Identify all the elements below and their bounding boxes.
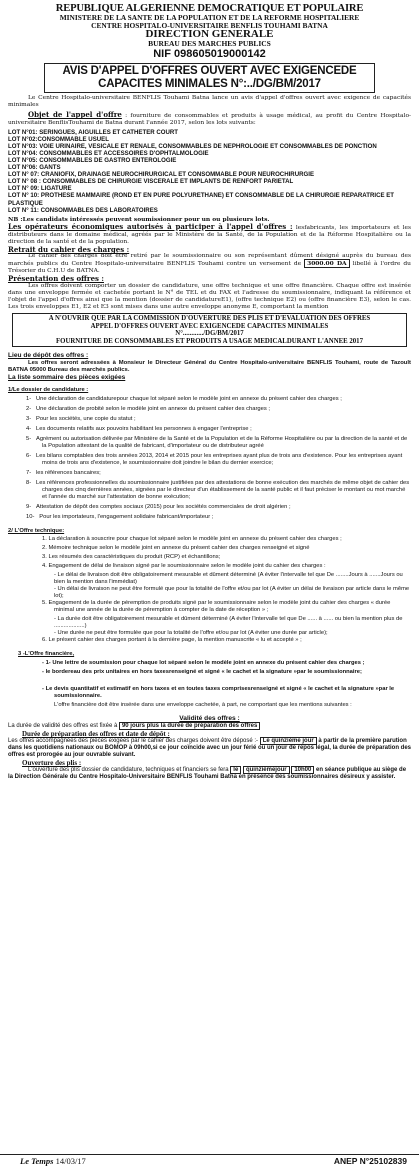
list-item <box>26 470 411 477</box>
list-item <box>42 637 411 644</box>
presentation-label: Présentation des offres : <box>8 274 104 284</box>
hospital-heading: CENTRE HOSPITALO-UNIVERSITAIRE BENFLIS TOUHAMI BATNA <box>91 20 328 30</box>
ministry-heading: MINISTERE DE LA SANTE DE LA POPULATION ET DE LA REFORME HOSPITALIERE <box>59 13 360 22</box>
retrait-paragraph <box>8 253 411 275</box>
duree-text2: à partir de la première parution dans les quotidiens nationaux ou BOMOP à 09h00,si ce jour coïncide avec un jour férié ou un jour de repos légal, la durée de préparation des offres est prorogée au jour ouvrable suivant. <box>8 738 411 759</box>
item-text: Pour les importateurs, l'engagement solidaire fabricant/importateur ; <box>39 514 214 521</box>
list-item <box>26 453 411 467</box>
item-text: Engagement de délai de livraison signé par le soumissionnaire selon le modèle joint du cahier des charges : <box>48 563 326 570</box>
item-number: 2- <box>26 406 32 413</box>
footer-source <box>20 1156 86 1166</box>
presentation-paragraph: Les offres doivent comporter un dossier de candidature, une offre technique et une offre financière. Chaque offre est insérée dans une enveloppe fermée et cachetée portant le N° de TEL et du FAX et l'adresse du soumissionnaire, indiquant la référence et l'objet de l'appel d'offres ainsi que la mention (dossier de candidatureE1), (offre technique E2) ou (offre financière E3), selon le cas. Les trois enveloppes E1, E2 et E3 sont mises dans une autre enveloppe anonyme E, comportant la mention <box>8 282 411 310</box>
duree-paragraph <box>8 738 411 759</box>
operateurs-label: Les opérateurs économiques autorisés à participer à l'appel d'offres : <box>8 221 293 231</box>
item-number: - <box>42 686 44 693</box>
list-item <box>42 536 411 543</box>
lieu-label: Lieu de dépôt des offres : <box>8 352 89 360</box>
duree-day-box: Le quinzième jour <box>260 737 317 745</box>
item-number: - <box>42 669 44 676</box>
nb-note: NB :Les candidats intéressés peuvent soumissionner pour un ou plusieurs lots. <box>8 215 270 223</box>
item-text: Une déclaration de candidaturepour chaque lot séparé selon le modèle joint en annexe du présent cahier des charges ; <box>36 396 342 403</box>
retrait-amount: 3000.00 DA <box>304 259 350 268</box>
item-text: Les résumés des caractéristiques du produit (RCP) et échantillons; <box>48 554 221 561</box>
item-text: Mémoire technique selon le modèle joint en annexe du présent cahier des charges renseigné et signé <box>48 545 310 552</box>
dossier-label: 1/Le dossier de candidature : <box>8 387 89 394</box>
list-item <box>42 669 411 676</box>
frame-line3: N°............/DG/BM/2017 <box>175 330 244 338</box>
item-text: Engagement de la durée de péremption de produits signé par le soumissionnaire selon le modèle joint du cahier des charges « durée minimal une année de la durée de péremption à compter de la date de réception » ; <box>48 600 391 614</box>
validite-duration-box: 90 jours plus la durée de préparation des offres <box>119 722 260 730</box>
item-number: 3. <box>42 554 47 561</box>
validite-label: Validité des offres : <box>179 715 240 723</box>
financiere-list <box>8 660 411 709</box>
item-text: le bordereau des prix unitaires en hors taxesrenseigné et signé « le cachet et la signature »par le soumissionnaire; <box>45 669 362 676</box>
item-text: Une déclaration de probité selon le modèle joint en annexe du présent cahier des charges ; <box>36 406 270 413</box>
operateurs-paragraph <box>8 223 411 246</box>
list-item <box>26 396 411 403</box>
item-number: 6- <box>26 453 32 460</box>
item-number: 1. <box>42 536 47 543</box>
lot-item: LOT N° 08 : CONSOMMABLES DE CHIRURGIE VISCERALE ET IMPLANTS DE RENFORT PARIETAL <box>8 178 294 186</box>
item-number: 7- <box>26 470 32 477</box>
item-number: 1- <box>26 396 32 403</box>
item-number: 6. <box>42 637 47 644</box>
notice-title-box <box>44 63 375 93</box>
list-item <box>26 436 411 450</box>
item-number: 10- <box>26 514 35 521</box>
ouverture-day-box: quinzièmejour <box>243 766 290 774</box>
frame-line1: A N'OUVRIR QUE PAR LA COMMISSION D'OUVERTURE DES PLIS ET D'EVALUATION DES OFFRES <box>48 314 371 322</box>
intro-paragraph: Le Centre Hospitalo-universitaire BENFLIS Touhami Batna lance un avis d'appel d'offres ouvert avec exigence de capacités minimales <box>8 95 411 109</box>
list-item <box>42 563 411 570</box>
retrait-text1: Le cahier des charges doit être retiré par le soumissionnaire ou son représentant dûment désigné auprès du bureau des marchés publics du Centre Hospitalo-universitaire BENFLIS Touhami contre un versement de <box>8 253 411 268</box>
item-text: 1- Une lettre de soumission pour chaque lot séparé selon le modèle joint en annexe du présent cahier des charges ; <box>45 660 365 667</box>
page-footer <box>0 1154 419 1169</box>
ouverture-time-box: 10h00 <box>291 766 314 774</box>
financiere-note: L'offre financière doit être insérée dans une enveloppe cachetée, à part, ne comportant que les mentions suivantes : <box>54 702 352 709</box>
item-text: Les références professionnelles du soumissionnaire justifiées par des attestations de bonne exécution des marchés de même objet de cahier des charges des cinq dernières années, signées par le directeur d'un établissement de la santé public et il faut préciser le montant ou mot marché et l'année du marché sur l'attestation de bonne exécution; <box>36 480 410 501</box>
lot-item: LOT N°04: CONSOMMABLES ET ACCESSOIRES D'OPHTALMOLOGIE <box>8 149 209 157</box>
item-text: La déclaration à souscrire pour chaque lot séparé selon le modèle joint en annexe du présent cahier des charges ; <box>48 536 342 543</box>
item-number: 8- <box>26 480 32 487</box>
lot-item: LOT N°03: VOIE URINAIRE, VESICALE ET RENALE, CONSOMMABLES DE NEPHROLOGIE ET CONSOMMABLES DE PONCTION <box>8 142 377 150</box>
objet-text: : fourniture de consommables et produits à usage médical, au profit du Centre Hospitalo-universitaire BenflisTouhami de Batna durant l'année 2017, selon les lots suivants: <box>8 113 411 127</box>
direction-heading: DIRECTION GENERALE <box>145 28 274 41</box>
notice-title-line2: CAPACITES MINIMALES N°:../DG/BM/2017 <box>98 78 321 91</box>
dossier-list <box>8 396 411 521</box>
item-text: Attestation de dépôt des comptes sociaux (2015) pour les sociétés commerciales de droit algérien ; <box>36 504 291 511</box>
lot-item: LOT N° 10: PROTHESE MAMMAIRE (ROND ET EN PURE POLYURETHANE) ET CONSOMMABLE DE LA CHIRURGIE REPARATRICE ET PLASTIQUE <box>8 192 395 207</box>
ouverture-paragraph <box>8 767 411 781</box>
anep-number: ANEP N°25102839 <box>333 1156 407 1166</box>
lot-item: LOT N°01: SERINGUES, AIGUILLES ET CATHETER COURT <box>8 128 179 136</box>
ouverture-label: Ouverture des plis : <box>22 759 82 768</box>
item-number: 9- <box>26 504 32 511</box>
retrait-label: Retrait du cahier des charges : <box>8 245 130 255</box>
technique-label: 2/ L'Offre technique: <box>8 528 65 535</box>
publication-date: 14/03/17 <box>55 1156 86 1166</box>
lot-item: LOT N° 11: CONSOMMABLES DES LABORATOIRES <box>8 206 158 214</box>
objet-label: Objet de l'appel d'offre <box>28 110 122 120</box>
item-text: Agrément ou autorisation délivrée par Ministère de la Santé et de la Population et de la Réforme Hospitalière ou par la direction de la santé et de la Population attestant de la qualité de fabricant, d'importateur ou de distributeur agréé <box>36 436 408 450</box>
list-item <box>26 426 411 433</box>
financiere-label: 3 -L'Offre financière, <box>18 651 75 658</box>
envelope-mention-frame <box>12 313 407 347</box>
ouverture-le-box: le <box>230 766 241 774</box>
peremption-dash-line: - Une durée ne peut être formulée que pour la totalité de l'offre et/ou par lot (A éviter une durée par article); <box>54 630 328 637</box>
bureau-heading: BUREAU DES MARCHES PUBLICS <box>148 39 271 49</box>
item-number: 2. <box>42 545 47 552</box>
notice-title-line1: AVIS D'APPEL D'OFFRES OUVERT AVEC EXIGENCEDE <box>62 65 357 78</box>
list-item <box>42 660 411 667</box>
item-text: Pour les sociétés, une copie du statut ; <box>36 416 136 423</box>
delai-dash-line: - Le délai de livraison doit être obligatoirement mesurable et dûment déterminé (A éviter l'intervalle tel que De ........Jours à .......Jours ou bien la mention dans l'immédiat) <box>54 572 403 586</box>
republic-heading: REPUBLIQUE ALGERIENNE DEMOCRATIQUE ET POPULAIRE <box>55 3 364 14</box>
duree-label: Durée de préparation des offres et date de dépôt : <box>22 730 170 739</box>
item-text: Le présent cahier des charges portant à la dernière page, la mention manuscrite « lu et accepté » ; <box>48 637 302 644</box>
lot-item: LOT N°02:CONSOMMABLE USUEL <box>8 135 109 143</box>
duree-text1: Les offres accompagnées des pièces exigées par le cahier des charges doivent être déposé :- <box>8 738 259 745</box>
frame-line2: APPEL D'OFFRES OUVERT AVEC EXIGENCEDE CAPACITES MINIMALES <box>90 322 329 330</box>
operateurs-text: lesfabricants, les importateurs et les distributeurs dans le domaine médical, agréés par le Ministère de la Santé, de la Population et de la Réforme Hospitalière ou la direction de la santé et de la population. <box>8 224 411 245</box>
technique-list <box>8 536 411 644</box>
lots-list <box>8 129 411 214</box>
header-block <box>8 4 411 60</box>
list-item <box>42 554 411 561</box>
item-text: les références bancaires; <box>36 470 101 477</box>
item-text: Les documents relatifs aux pouvoirs habilitant les personnes à engager l'entreprise ; <box>36 426 252 433</box>
list-item <box>26 504 411 511</box>
item-number: 5- <box>26 436 32 443</box>
nif-number: NIF 098605019000142 <box>153 48 266 61</box>
lot-item: LOT N°05: CONSOMMABLES DE GASTRO ENTEROLOGIE <box>8 156 177 164</box>
frame-line4: FOURNITURE DE CONSOMMABLES ET PRODUITS A USAGE MEDICALDURANT L'ANNEE 2017 <box>56 337 363 345</box>
item-number: 5. <box>42 600 47 607</box>
ouverture-text1: L'ouverture des plis dossier de candidature, techniques et financiers se fera <box>28 767 229 774</box>
list-item <box>26 480 411 501</box>
list-item <box>42 686 411 700</box>
lot-item: LOT N° 07: CRANIOFIX, DRAINAGE NEUROCHIRURGICAL ET CONSOMMABLE POUR NEUROCHIRURGIE <box>8 171 315 179</box>
list-item <box>26 416 411 423</box>
validite-text: La durée de validité des offres est fixée à <box>8 723 118 730</box>
item-number: 4- <box>26 426 32 433</box>
peremption-dash-line: - La durée doit être obligatoirement mesurable et dûment déterminé (A éviter l'intervalle tel que De ...... à ...... ou bien la mention plus de ...................) <box>54 616 403 630</box>
item-text: Les bilans comptables des trois années 2013, 2014 et 2015 pour les entreprises ayant plus de trois ans d'existence. Pour les entreprises ayant moins de trois ans d'existence, le soumissionnaire doit joindre le bilan du dernier exercice; <box>36 453 403 467</box>
item-text: Le devis quantitatif et estimatif en hors taxes et en toutes taxes comprisesrenseigné et signé « le cachet et la signature »par le soumissionnaire. <box>45 686 395 700</box>
item-number: 4. <box>42 563 47 570</box>
item-number: 3- <box>26 416 32 423</box>
lieu-paragraph: Les offres seront adressées à Monsieur le Directeur Général du Centre Hospitalo-universitaire BENFLIS Touhami, route de Tazoult BATNA 05000 Bureau des marchés publics. <box>8 360 411 374</box>
item-number: - <box>42 660 44 667</box>
lot-item: LOT N° 09: LIGATURE <box>8 185 72 193</box>
delai-dash-line: - Un délai de livraison ne peut être formulé que pour la totalité de l'offre et/ou par lot (A éviter un délai de livraison par article dans le même lot); <box>54 586 410 600</box>
lot-item: LOT N°06: GANTS <box>8 164 61 172</box>
list-item <box>42 545 411 552</box>
objet-paragraph <box>8 111 411 127</box>
list-item <box>26 406 411 413</box>
ouverture-text2: en séance publique au siège de la Direction Générale du Centre Hospitalo-Universitaire BENFLIS Touhami Batna en présence des soumissionnaires désireux y assister. <box>8 767 407 781</box>
list-item <box>26 514 411 521</box>
list-item <box>42 600 411 614</box>
retrait-text2: libellé à l'ordre du Trésorier du C.H.U de BATNA. <box>8 261 411 275</box>
liste-label: La liste sommaire des pièces exigées <box>8 374 126 382</box>
validite-paragraph <box>8 723 411 730</box>
newspaper-name: Le Temps <box>20 1156 54 1166</box>
